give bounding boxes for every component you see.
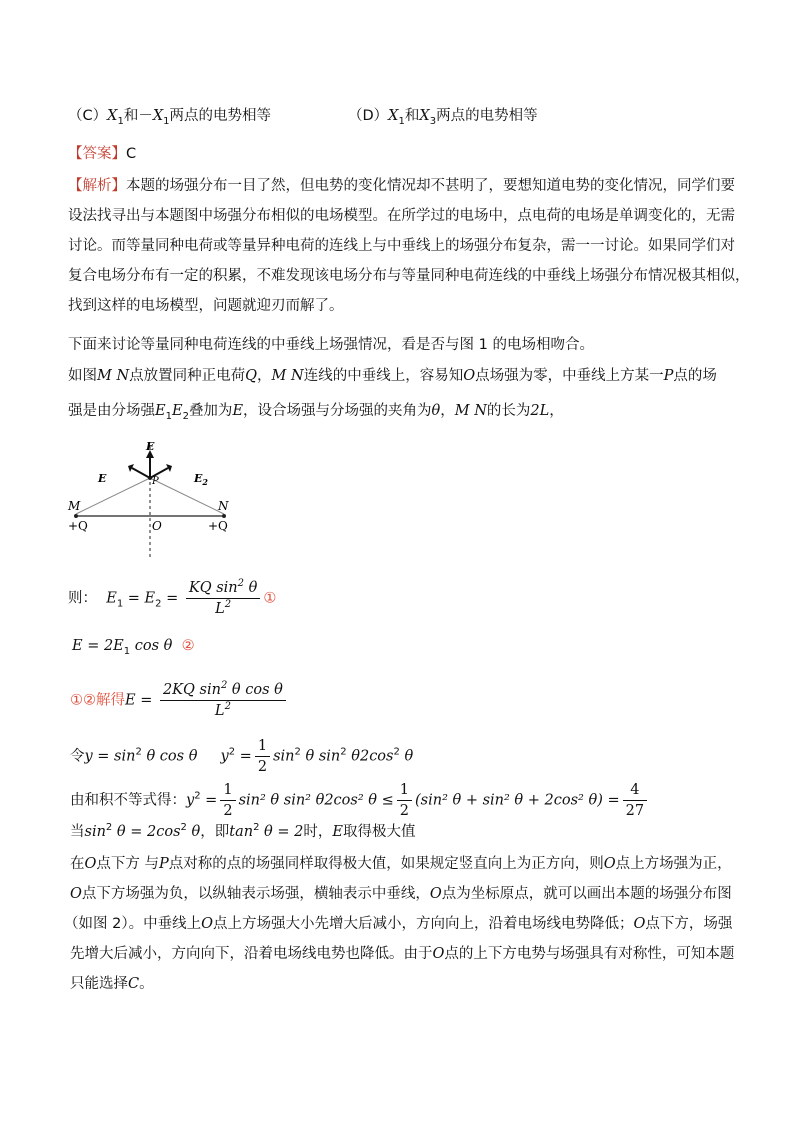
- label-m: M: [68, 499, 81, 513]
- charge-n: [222, 514, 226, 518]
- equation-5: 由和积不等式得：$y^2$ = $\frac{1}{2}$ sin² θ sin² θ2cos² θ ≤ $\frac{1}{2}$ (sin² θ + sin² θ + 2cos² θ) = $\frac{4}{27}$: [70, 780, 650, 821]
- fraction: $\frac{1}{2}$: [220, 780, 235, 821]
- equation-2: $E = 2E_1$ cos θ ②: [72, 638, 195, 657]
- fraction: $\frac{2KQ \sin^2 \theta \cos \theta}{L^2}$: [160, 680, 286, 721]
- label-q-right: +Q: [208, 519, 228, 533]
- conclusion-line-1: 在O点下方 与P点对称的点的场强同样取得极大值，如果规定竖直向上为正方向，则O点上方场强为正，: [70, 856, 732, 872]
- label-e2: $E_2$: [194, 472, 208, 487]
- fraction: $\frac{KQ \sin^2 \theta}{L^2}$: [186, 578, 260, 619]
- setup-line-2: 强是由分场强$E_1E_2$叠加为E，设合场强与分场强的夹角为θ，M N的长为2L，: [68, 403, 564, 422]
- answer-line: [68, 142, 136, 166]
- marker-1: ①: [263, 590, 277, 607]
- label-p: P: [152, 476, 159, 487]
- field-line-n-to-p: [150, 478, 224, 514]
- field-line-m-to-p: [76, 478, 150, 514]
- fraction: $\frac{1}{2}$: [397, 780, 412, 821]
- analysis-line-5: 找到这样的电场模型，问题就迎刃而解了。: [68, 298, 344, 314]
- charge-field-diagram: [62, 436, 242, 561]
- analysis-line-2: 设法找寻出与本题图中场强分布相似的电场模型。在所学过的电场中，点电荷的电场是单调变化的，无需: [68, 208, 735, 224]
- analysis-line-1: 【解析】本题的场强分布一目了然，但电势的变化情况却不甚明了，要想知道电势的变化情况，同学们要: [68, 178, 735, 194]
- vector-e1: [132, 468, 150, 478]
- option-d: $(D)X_1$和$X_3$两点的电势相等: [348, 108, 538, 127]
- conclusion-line-5: 只能选择C。: [70, 976, 154, 992]
- analysis-line-4: 复合电场分布有一定的积累，不难发现该电场分布与等量同种电荷连线的中垂线上场强分布情况极其相似，: [68, 268, 750, 284]
- label-e-left: E: [98, 472, 107, 485]
- label-n: N: [218, 499, 229, 513]
- fraction: $\frac{4}{27}$: [623, 780, 647, 821]
- option-c: $(C)X_1$和$-X_1$两点的电势相等: [68, 108, 272, 127]
- charge-m: [74, 514, 78, 518]
- fraction: $\frac{1}{2}$: [255, 736, 270, 777]
- equation-6: 当$\sin^2 \theta = 2\cos^2$ θ，即$\tan^2 \theta = 2$时，E取得极大值: [70, 822, 416, 840]
- analysis-line-3: 讨论。而等量同种电荷或等量异种电荷的连线上与中垂线上的场强分布复杂，需一一讨论。如果同学们对: [68, 238, 735, 254]
- conclusion-line-2: O点下方场强为负，以纵轴表示场强，横轴表示中垂线，O点为坐标原点，就可以画出本题的场强分布图: [70, 886, 732, 902]
- conclusion-line-3: （如图 2）。中垂线上O点上方场强大小先增大后减小，方向向上，沿着电场线电势降低；O点下方，场强: [64, 916, 733, 932]
- equation-3: ①②解得E = $\frac{2KQ \sin^2 \theta \cos \theta}{L^2}$: [70, 680, 289, 721]
- equation-1: 则： $E_1 = E_2$ = $\frac{KQ \sin^2 \theta}{L^2}$ ①: [68, 578, 277, 617]
- setup-line-1: 如图M N点放置同种正电荷Q，M N连线的中垂线上，容易知O点场强为零，中垂线上方某一P点的场: [68, 368, 717, 384]
- answer-value: C: [126, 146, 137, 162]
- analysis-label: 【解析】: [68, 178, 126, 194]
- equation-4: 令$y = \sin^2 \theta$ cos θ $y^2$ = $\frac{1}{2}$ $\sin^2 \theta$ $\sin^2 \theta 2\cos^2$ θ: [70, 738, 414, 775]
- answer-label: 【答案】: [68, 146, 126, 162]
- label-e-top: E: [146, 440, 155, 453]
- discussion-line: 下面来讨论等量同种电荷连线的中垂线上场强情况，看是否与图 1 的电场相吻合。: [68, 337, 594, 353]
- marker-2: ②: [181, 638, 195, 654]
- conclusion-line-4: 先增大后减小，方向向下，沿着电场线电势也降低。由于O点的上下方电势与场强具有对称性，可知本题: [70, 946, 735, 962]
- label-o: O: [152, 519, 162, 533]
- label-q-left: +Q: [68, 519, 88, 533]
